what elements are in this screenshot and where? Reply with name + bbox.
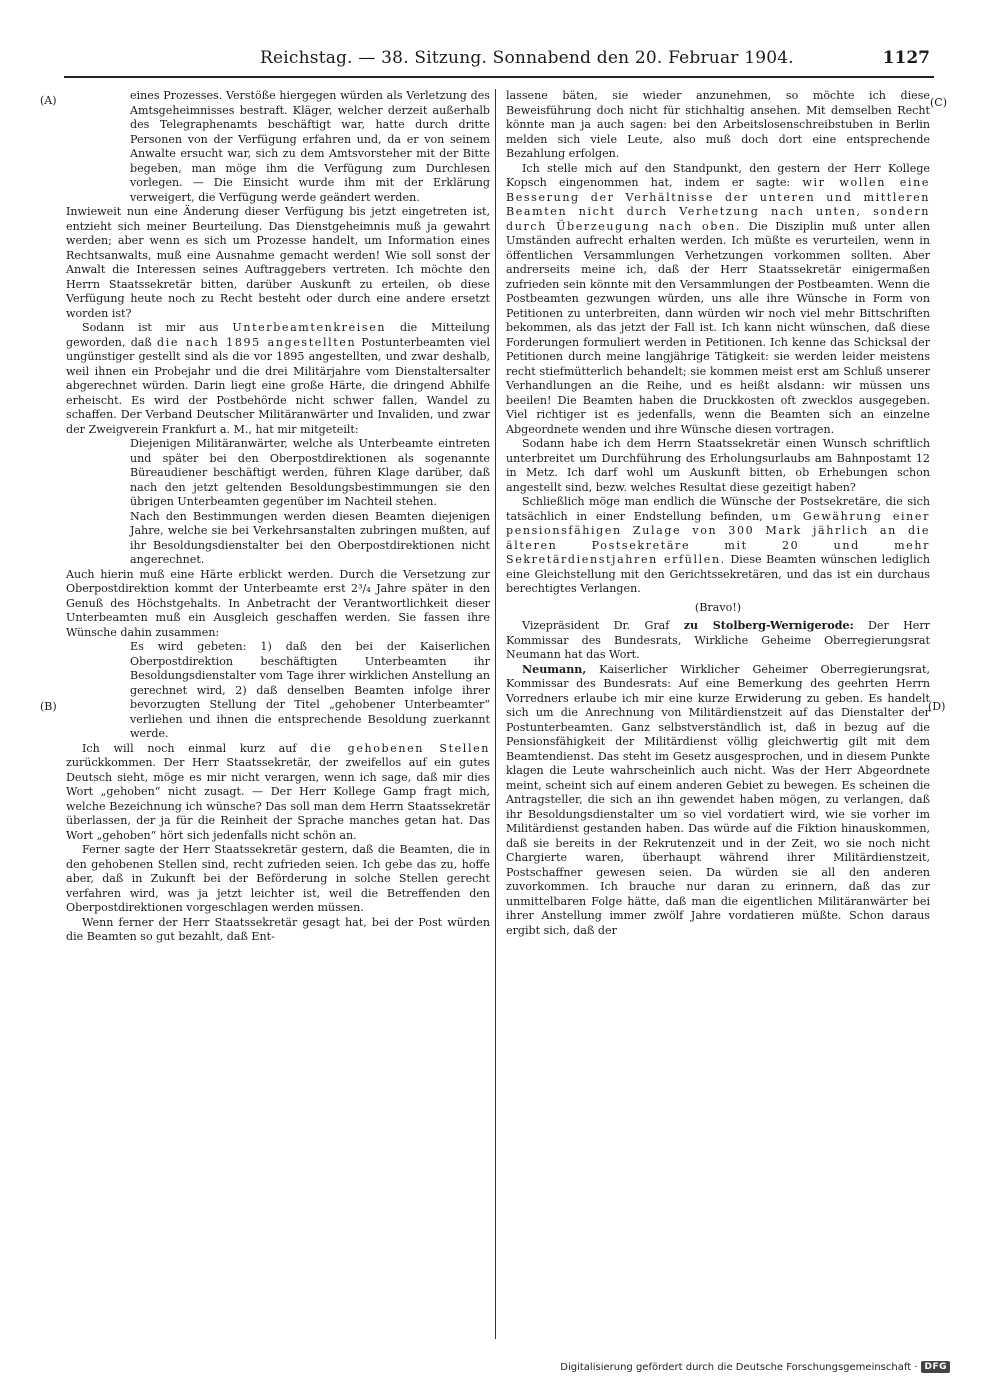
spaced-text: die gehobenen Stellen xyxy=(310,741,490,755)
paragraph: Sodann habe ich dem Herrn Staatssekretär einen Wunsch schriftlich unterbreitet um Durchführung des Erholungsurlaubs am Bahnpostamt 12 in Metz. Ich darf wohl um Auskunft bitten, ob Erhebungen schon angestellt sind, bezw. welches Resultat diese gezeitigt haben? xyxy=(506,437,930,494)
text-run: die Mitteilung geworden, daß xyxy=(66,321,490,349)
dfg-logo: DFG xyxy=(921,1361,950,1373)
paragraph: eines Prozesses. Verstöße hiergegen würden als Verletzung des Amtsgeheimnisses bestraft. Kläger, welcher derzeit außerhalb des Telegraphenamts beschäftigt war, hatte durch dritte Personen von der Verfügung erfahren und, da er von seinem Anwalte ersucht war, sich zu dem Amtsvorsteher mit der Bitte begeben, man möge ihm die Verfügung zum Durchlesen vorlegen. — Die Einsicht wurde ihm mit der Erklärung verweigert, die Verfügung werde geändert werden. xyxy=(130,89,490,204)
header-title: Reichstag. — 38. Sitzung. Sonnabend den 20. Februar 1904. xyxy=(260,48,794,68)
paragraph xyxy=(506,495,930,597)
text-run: Der Herr Kommissar des Bundesrats, Wirkliche Geheime Oberregierungsrat Neumann hat das Wort. xyxy=(506,619,930,661)
paragraph xyxy=(506,663,930,939)
quotation: Diejenigen Militäranwärter, welche als Unterbeamte eintreten und später bei den Oberpostdirektionen als sogenannte Büreaudiener beschäftigt werden, führen Klage darüber, daß nach den jetzt geltenden Besoldungsbestimmungen sie den übrigen Unterbeamten gegenüber im Nachteil stehen. xyxy=(130,437,490,508)
header-rule xyxy=(64,76,934,78)
paragraph xyxy=(506,162,930,438)
paragraph xyxy=(66,742,490,844)
text-run: Kaiserlicher Wirklicher Geheimer Oberregierungsrat, Kommissar des Bundesrats: Auf eine Bemerkung des geehrten Herrn Vorredners erlaube ich mir eine kurze Erwiderung zu geben. Es handelt sich um die Anrechnung von Militärdienstzeit auf das Dienstalter der Postunterbeamten. Ganz selbstverständlich ist, daß in bezug auf die Pensionsfähigkeit der Militärdienst völlig gleichwertig gilt mit dem Beamtendienst. Das steht im Gesetz ausgesprochen, und in diesem Punkte klagen die Leute wahrscheinlich auch nicht. Was der Herr Abgeordnete meint, scheint sich auf einem anderen Gebiet zu bewegen. Es scheinen die Antragsteller, die sich an ihn gewendet haben mögen, zu verlangen, daß ihr Besoldungsdienstalter um so viel vordatiert wird, wie sie vorher im Militärdienst gestanden haben. Das würde auf die Fiktion hinauskommen, daß sie bereits in der Rekrutenzeit und in der Zeit, wo sie noch nicht Chargierte waren, überhaupt während ihrer Militärdienstzeit, Postschaffner gewesen seien. Da würden sie all den anderen zuvorkommen. Ich brauche nur daran zu erinnern, daß das zur unmittelbaren Folge hätte, daß man die eigentlichen Militäranwärter bei ihrer Anstellung immer zwölf Jahre vordatieren müßte. Schon daraus ergibt sich, daß der xyxy=(506,662,930,937)
paragraph xyxy=(66,321,490,437)
left-column xyxy=(66,89,490,1339)
page-footer xyxy=(560,1361,950,1373)
speaker-name: Neumann, xyxy=(522,662,587,676)
margin-marker-b: (B) xyxy=(40,700,57,713)
text-run: Sodann ist mir aus xyxy=(82,321,233,334)
page-number: 1127 xyxy=(882,48,930,68)
spaced-text: um Gewährung einer pensionsfähigen Zulage von 300 Mark jährlich an die älteren Postsekretäre mit 20 und mehr Sekretärdienstjahren erfüllen. xyxy=(506,509,930,566)
paragraph: Ferner sagte der Herr Staatssekretär gestern, daß die Beamten, die in den gehobenen Stellen sind, recht zufrieden seien. Ich gebe das zu, hoffe aber, daß in Zukunft bei der Beförderung in solche Stellen gerecht verfahren wird, was ja jetzt leichter ist, weil die Betreffenden den Oberpostdirektionen vorgeschlagen werden müssen. xyxy=(66,843,490,914)
spaced-text: wir wollen eine Besserung der Verhältnisse der unteren und mittleren Beamten nicht durch Verhetzung nach unten, sondern durch Überzeugung nach oben. xyxy=(506,176,930,233)
text-run: Ich will noch einmal kurz auf xyxy=(82,741,311,755)
right-column xyxy=(506,89,930,1339)
margin-marker-c: (C) xyxy=(930,96,947,109)
paragraph: Auch hierin muß eine Härte erblickt werden. Durch die Versetzung zur Oberpostdirektion kommt der Unterbeamte erst 2³/₄ Jahre später in den Genuß des Höchstgehalts. In Anbetracht der Verantwortlichkeit dieser Unterbeamten muß ein Ausgleich geschaffen werden. Sie fassen ihre Wünsche dahin zusammen: xyxy=(66,567,490,639)
text-run: zurückkommen. Der Herr Staatssekretär, der zweifellos auf ein gutes Deutsch sieht, möge es mir nicht verargen, wenn ich sage, daß mir dies Wort „gehoben“ nicht zusagt. — Der Herr Kollege Gamp fragt mich, welche Bezeichnung ich wünsche? Das soll man dem Herrn Staatssekretär überlassen, der ja für die Reinheit der Sprache manches getan hat. Das Wort „gehoben“ hört sich jedenfalls nicht schön an. xyxy=(66,756,490,842)
text-run: Vizepräsident Dr. Graf xyxy=(522,619,684,632)
margin-marker-a: (A) xyxy=(40,94,57,107)
text-run: Diese Beamten wünschen lediglich eine Gleichstellung mit den Gerichtssekretären, und das ist ein durchaus berechtigtes Verlangen. xyxy=(506,553,930,595)
interjection: (Bravo!) xyxy=(694,600,742,614)
spaced-text: Unterbeamtenkreisen xyxy=(232,321,387,334)
paragraph xyxy=(506,619,930,663)
quotation: Nach den Bestimmungen werden diesen Beamten diejenigen Jahre, welche sie bei Verkehrsanstalten zubringen mußten, auf ihr Besoldungsdienstalter bei den Oberpostdirektionen nicht angerechnet. xyxy=(130,509,490,566)
column-divider xyxy=(495,89,496,1339)
text-run: Postunterbeamten viel ungünstiger gestellt sind als die vor 1895 angestellten, und zwar deshalb, weil ihnen ein Probejahr und die drei Militärjahre vom Dienstaltersalter abgerechnet würden. Darin liegt eine große Härte, die dringend Abhilfe erheischt. Es wird der Postbehörde nicht schwer fallen, Wandel zu schaffen. Der Verband Deutscher Militäranwärter und Invaliden, und zwar der Zweigverein Frankfurt a. M., hat mir mitgeteilt: xyxy=(66,335,490,436)
quotation: Es wird gebeten: 1) daß den bei der Kaiserlichen Oberpostdirektion beschäftigten Unterbeamten ihr Besoldungsdienstalter vom Tage ihrer wirklichen Anstellung an gerechnet wird, 2) daß denselben Beamten infolge ihrer bevorzugten Stellung der Titel „gehobener Unterbeamter“ verliehen und ihnen die entsprechende Besoldung zuerkannt werde. xyxy=(130,640,490,740)
text-run: Schließlich möge man endlich die Wünsche der Postsekretäre, die sich tatsächlich in einer Endstellung befinden, xyxy=(506,495,930,523)
spaced-text: die nach 1895 angestellten xyxy=(157,335,357,349)
paragraph: Inwieweit nun eine Änderung dieser Verfügung bis jetzt eingetreten ist, entzieht sich meiner Beurteilung. Das Dienstgeheimnis muß ja gewahrt werden; aber wenn es sich um Prozesse handelt, um Information eines Rechtsanwalts, muß eine Ausnahme gemacht werden! Wie soll sonst der Anwalt die Interessen seines Auftraggebers vertreten. Ich möchte den Herrn Staatssekretär bitten, darüber Auskunft zu erteilen, ob diese Verfügung heute noch zu Recht besteht oder durch eine andere ersetzt worden ist? xyxy=(66,205,490,320)
margin-marker-d: (D) xyxy=(928,700,946,713)
text-run: Die Disziplin muß unter allen Umständen aufrecht erhalten werden. Ich müßte es verurteilen, wenn in öffentlichen Versammlungen Verhetzungen vorkommen sollten. Aber andrerseits meine ich, daß der Herr Staatssekretär einigermaßen zufrieden sein könnte mit den Versammlungen der Postbeamten. Wenn die Postbeamten gezwungen würden, uns alle ihre Wünsche in Form von Petitionen zu unterbreiten, dann würden wir noch viel mehr Bittschriften bekommen, als das jetzt der Fall ist. Ich kann nicht wünschen, daß diese Forderungen formuliert werden in Petitionen. Ich kenne das Schicksal der Petitionen durch meine langjährige Tätigkeit: sie werden leider meistens recht stiefmütterlich behandelt; sie kommen meist erst am Schluß unserer Verhandlungen an die Reihe, und es heißt alsdann: wir müssen uns beeilen! Die Beamten haben die Druckkosten oft zwecklos ausgegeben. Viel richtiger ist es jedenfalls, wenn die Beamten sich an einzelne Abgeordnete wenden und ihre Wünsche diesen vortragen. xyxy=(506,219,930,436)
text-run: Ich stelle mich auf den Standpunkt, den gestern der Herr Kollege Kopsch eingenommen hat, indem er sagte: xyxy=(506,161,930,189)
paragraph: lassene bäten, sie wieder anzunehmen, so möchte ich diese Beweisführung doch nicht für stichhaltig ansehen. Mit demselben Recht könnte man ja auch sagen: bei den Arbeitslosenschreibstuben in Berlin melden sich viele Leute, also muß doch dort eine entsprechende Bezahlung erfolgen. xyxy=(506,89,930,160)
footer-text: Digitalisierung gefördert durch die Deutsche Forschungsgemeinschaft · xyxy=(560,1361,918,1373)
page-header xyxy=(70,44,930,72)
paragraph: Wenn ferner der Herr Staatssekretär gesagt hat, bei der Post würden die Beamten so gut bezahlt, daß Ent- xyxy=(66,915,490,943)
speaker-name: zu Stolberg-Wernigerode: xyxy=(683,619,854,632)
